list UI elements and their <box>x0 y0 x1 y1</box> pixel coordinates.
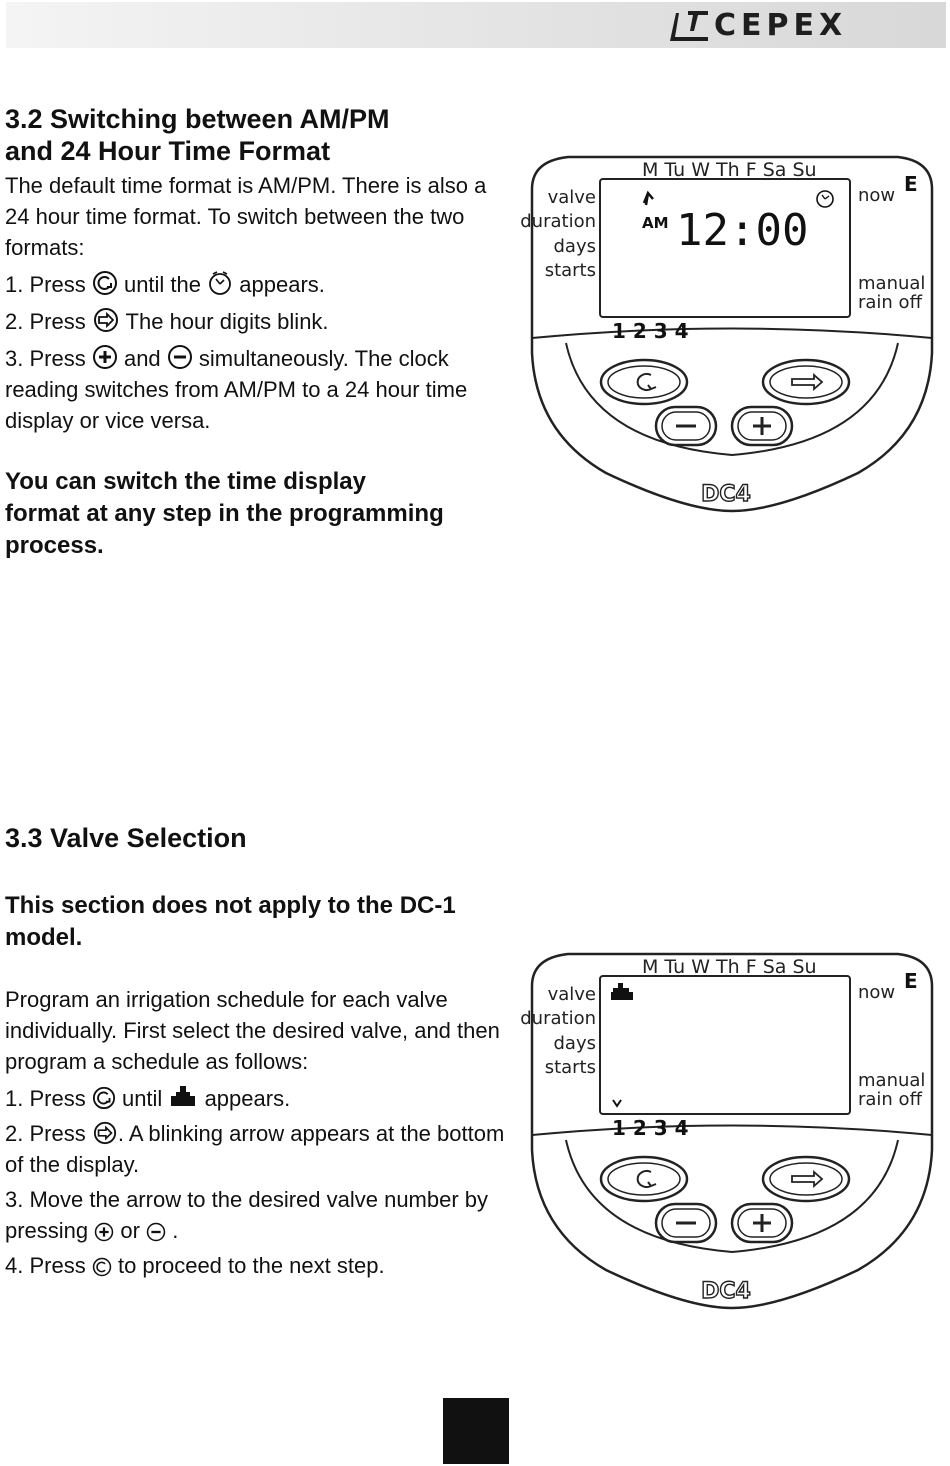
controller-display-2 <box>518 940 946 1315</box>
controller-display-1 <box>518 143 946 518</box>
page-number-block <box>443 1398 509 1464</box>
plus-button <box>732 1204 792 1242</box>
cepex-logo-mark-icon <box>668 7 710 43</box>
next-arrow-button-icon <box>92 1121 118 1145</box>
label-now: now <box>858 185 896 206</box>
step-4: 4. Press to proceed to the next step. <box>5 1253 385 1278</box>
label-manual: manual <box>858 273 926 294</box>
cycle-button <box>601 1157 687 1201</box>
section-3-3 <box>5 822 517 1281</box>
model-label: DC4 <box>701 1279 751 1304</box>
language-indicator: E <box>904 969 918 993</box>
minus-button <box>656 407 716 445</box>
plus-button-icon <box>94 1222 114 1242</box>
minus-button-icon <box>167 344 193 370</box>
format-note: You can switch the time display format at any step in the programming process. <box>5 468 444 559</box>
label-starts: starts <box>544 1057 596 1078</box>
intro-paragraph: Program an irrigation schedule for each valve individually. First select the desired valve, and then program a schedule as follows: <box>5 987 500 1074</box>
cycle-button <box>601 360 687 404</box>
cycle-button-icon <box>92 1257 112 1277</box>
label-duration: duration <box>520 211 596 232</box>
label-valve: valve <box>547 187 596 208</box>
next-button <box>763 360 849 404</box>
cycle-button-icon <box>92 1086 116 1110</box>
next-arrow-button-icon <box>92 307 120 333</box>
step-1: 1. Press until the appears. <box>5 272 325 297</box>
section-body <box>5 170 515 436</box>
section-body <box>5 984 517 1281</box>
cycle-button-icon <box>92 270 118 296</box>
label-valve: valve <box>547 984 596 1005</box>
step-1: 1. Press until appears. <box>5 1086 291 1111</box>
time-digits: 12:00 <box>676 205 809 256</box>
step-2: 2. Press The hour digits blink. <box>5 309 329 334</box>
model-note: This section does not apply to the DC-1 model. <box>5 892 456 951</box>
intro-paragraph: The default time format is AM/PM. There is also a 24 hour time format. To switch between the two formats: <box>5 173 487 260</box>
valve-numbers: 1 2 3 4 <box>612 319 689 343</box>
step-2: 2. Press . A blinking arrow appears at the bottom of the display. <box>5 1121 505 1177</box>
step-3: 3. Move the arrow to the desired valve number by pressing or . <box>5 1187 489 1243</box>
am-indicator: AM <box>642 214 669 232</box>
section-3-2 <box>5 103 515 562</box>
language-indicator: E <box>904 172 918 196</box>
label-rain-off: rain off <box>858 1089 922 1110</box>
section-title: 3.2 Switching between AM/PM and 24 Hour Time Format <box>5 104 390 166</box>
minus-button-icon <box>146 1222 166 1242</box>
weekday-row: M Tu W Th F Sa Su <box>642 159 817 181</box>
label-now: now <box>858 982 896 1003</box>
logo-text: CEPEX <box>714 7 848 43</box>
model-label: DC4 <box>701 482 751 507</box>
step-3: 3. Press and simultaneously. The clock reading switches from AM/PM to a 24 hour time display or vice versa. <box>5 346 468 433</box>
label-manual: manual <box>858 1070 926 1091</box>
minus-button <box>656 1204 716 1242</box>
weekday-row: M Tu W Th F Sa Su <box>642 956 817 978</box>
valve-numbers: 1 2 3 4 <box>612 1116 689 1140</box>
label-days: days <box>553 1033 596 1054</box>
label-days: days <box>553 236 596 257</box>
valve-tap-icon <box>168 1084 198 1110</box>
label-rain-off: rain off <box>858 292 922 313</box>
next-button <box>763 1157 849 1201</box>
plus-button-icon <box>92 344 118 370</box>
plus-button <box>732 407 792 445</box>
label-duration: duration <box>520 1008 596 1029</box>
cepex-logo <box>668 6 847 44</box>
clock-icon <box>207 270 233 296</box>
section-title: 3.3 Valve Selection <box>5 823 247 853</box>
label-starts: starts <box>544 260 596 281</box>
